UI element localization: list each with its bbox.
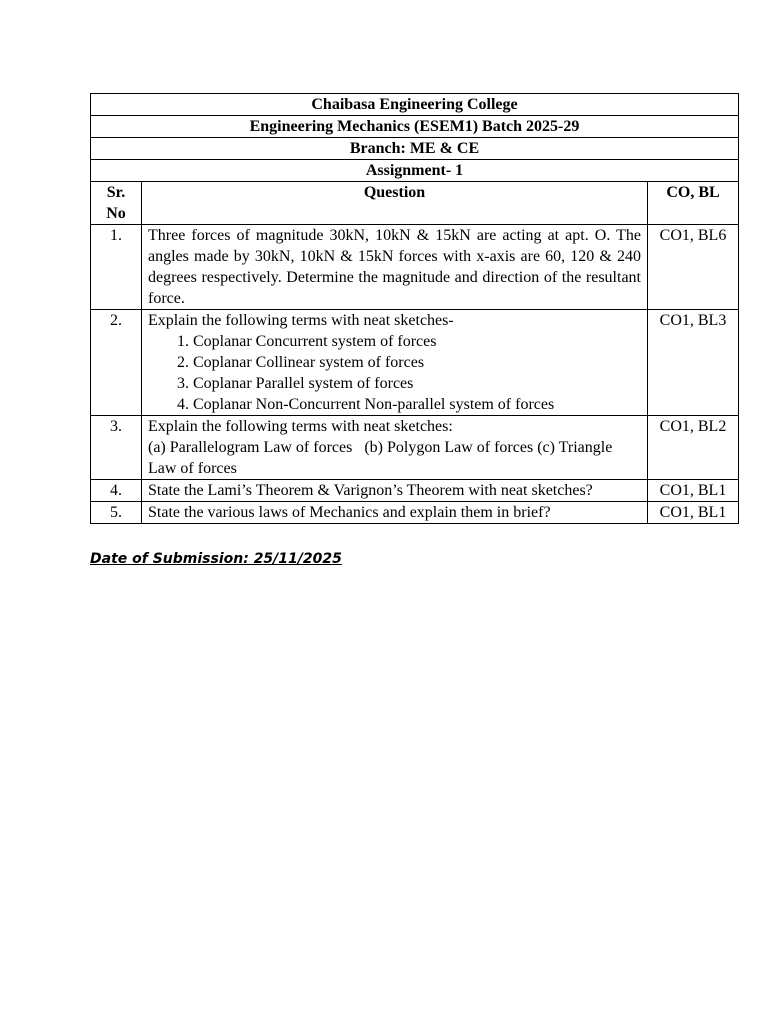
column-header-question: Question	[142, 182, 648, 225]
question-text: State the Lami’s Theorem & Varignon’s Theorem with neat sketches?	[142, 480, 648, 502]
question-text: State the various laws of Mechanics and explain them in brief?	[142, 502, 648, 524]
sub-item-list	[148, 331, 641, 415]
question-number: 1.	[91, 225, 142, 310]
table-row	[91, 502, 739, 524]
table-row	[91, 480, 739, 502]
column-header-sr: Sr. No	[91, 182, 142, 225]
question-co-bl: CO1, BL1	[648, 502, 739, 524]
column-header-row	[91, 182, 739, 225]
header-row-branch	[91, 138, 739, 160]
question-text: Three forces of magnitude 30kN, 10kN & 15kN are acting at apt. O. The angles made by 30kN, 10kN & 15kN forces with x-axis are 60, 120 & 240 degrees respectively. Determine the magnitude and direction of the resultant force.	[142, 225, 648, 310]
table-row	[91, 225, 739, 310]
header-row-assignment	[91, 160, 739, 182]
question-cell	[142, 310, 648, 416]
course-title: Engineering Mechanics (ESEM1) Batch 2025-29	[91, 116, 739, 138]
question-text: Explain the following terms with neat sketches:	[148, 418, 453, 435]
list-item: 4. Coplanar Non-Concurrent Non-parallel system of forces	[193, 394, 641, 415]
question-co-bl: CO1, BL2	[648, 416, 739, 480]
college-name: Chaibasa Engineering College	[91, 94, 739, 116]
question-number: 2.	[91, 310, 142, 416]
assignment-table	[90, 93, 739, 524]
question-subtext: (a) Parallelogram Law of forces (b) Polygon Law of forces (c) Triangle Law of forces	[148, 439, 617, 477]
list-item: 3. Coplanar Parallel system of forces	[193, 373, 641, 394]
branch-label: Branch: ME & CE	[91, 138, 739, 160]
assignment-title: Assignment- 1	[91, 160, 739, 182]
header-row-college	[91, 94, 739, 116]
question-co-bl: CO1, BL1	[648, 480, 739, 502]
list-item: 1. Coplanar Concurrent system of forces	[193, 331, 641, 352]
question-co-bl: CO1, BL6	[648, 225, 739, 310]
header-row-course	[91, 116, 739, 138]
list-item: 2. Coplanar Collinear system of forces	[193, 352, 641, 373]
question-cell	[142, 416, 648, 480]
table-row	[91, 310, 739, 416]
table-row	[91, 416, 739, 480]
question-number: 5.	[91, 502, 142, 524]
submission-date: Date of Submission: 25/11/2025	[90, 551, 342, 567]
question-co-bl: CO1, BL3	[648, 310, 739, 416]
question-number: 4.	[91, 480, 142, 502]
column-header-co-bl: CO, BL	[648, 182, 739, 225]
question-number: 3.	[91, 416, 142, 480]
question-text: Explain the following terms with neat sketches-	[148, 312, 454, 329]
